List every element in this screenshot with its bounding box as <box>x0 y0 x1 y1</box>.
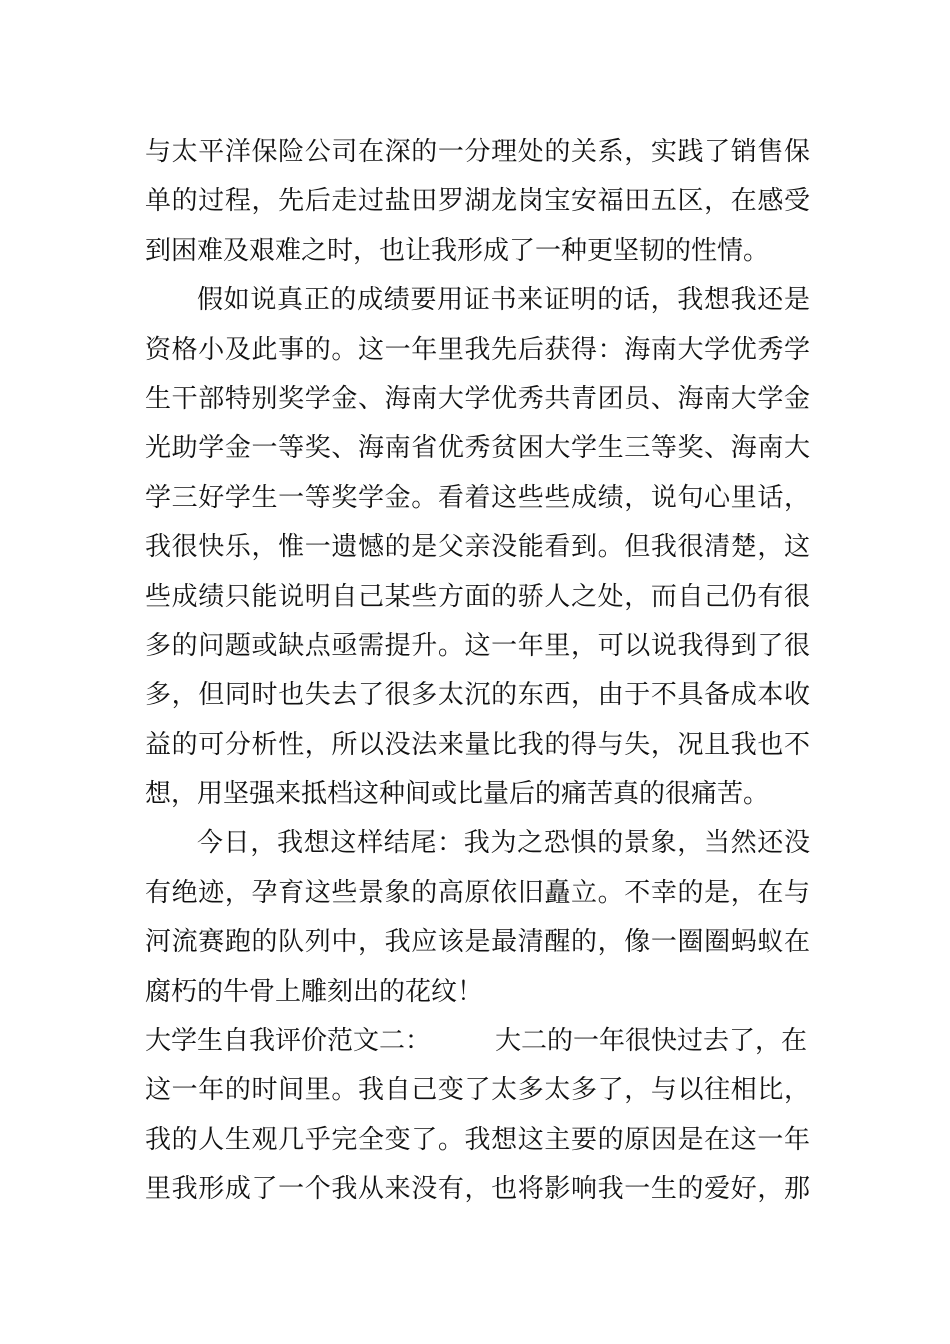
paragraph-3 <box>145 819 810 1017</box>
text-line: 益的可分析性，所以没法来量比我的得与失，况且我也不 <box>145 729 810 760</box>
text-line: 河流赛跑的队列中，我应该是最清醒的，像一圈圈蚂蚁在 <box>145 927 810 958</box>
text-line: 今日，我想这样结尾：我为之恐惧的景象，当然还没 <box>197 828 810 859</box>
section-heading: 大学生自我评价范文二： <box>145 1026 432 1057</box>
text-line: 我很快乐，惟一遗憾的是父亲没能看到。但我很清楚，这 <box>145 532 810 563</box>
text-line: 多，但同时也失去了很多太沉的东西，由于不具备成本收 <box>145 680 810 711</box>
body-text <box>145 128 810 1215</box>
text-line: 到困难及艰难之时，也让我形成了一种更坚韧的性情。 <box>145 235 770 266</box>
text-line: 单的过程，先后走过盐田罗湖龙岗宝安福田五区，在感受 <box>145 186 810 217</box>
text-line: 与太平洋保险公司在深的一分理处的关系，实践了销售保 <box>145 137 810 167</box>
text-line: 腐朽的牛骨上雕刻出的花纹！ <box>145 976 484 1007</box>
text-line: 资格小及此事的。这一年里我先后获得：海南大学优秀学 <box>145 334 810 365</box>
text-line: 想，用坚强来抵档这种间或比量后的痛苦真的很痛苦。 <box>145 779 770 810</box>
section-2 <box>145 1017 810 1215</box>
text-line: 多的问题或缺点亟需提升。这一年里，可以说我得到了很 <box>145 630 810 661</box>
text-line: 光助学金一等奖、海南省优秀贫困大学生三等奖、海南大 <box>145 433 810 464</box>
text-line: 些成绩只能说明自己某些方面的骄人之处，而自己仍有很 <box>145 581 810 612</box>
section-first-line: 大二的一年很快过去了，在 <box>495 1026 808 1057</box>
text-line: 我的人生观几乎完全变了。我想这主要的原因是在这一年 <box>145 1124 810 1155</box>
paragraph-2 <box>145 276 810 819</box>
text-line: 这一年的时间里。我自己变了太多太多了，与以往相比， <box>145 1075 810 1106</box>
text-line: 生干部特别奖学金、海南大学优秀共青团员、海南大学金 <box>145 383 810 414</box>
text-line: 假如说真正的成绩要用证书来证明的话，我想我还是 <box>197 285 810 316</box>
text-line: 里我形成了一个我从来没有，也将影响我一生的爱好，那 <box>145 1174 810 1205</box>
text-line: 有绝迹，孕育这些景象的高原依旧矗立。不幸的是，在与 <box>145 877 810 908</box>
text-line: 学三好学生一等奖学金。看着这些些成绩，说句心里话， <box>145 482 810 513</box>
section-heading-line <box>145 1017 810 1066</box>
paragraph-1 <box>145 128 810 276</box>
